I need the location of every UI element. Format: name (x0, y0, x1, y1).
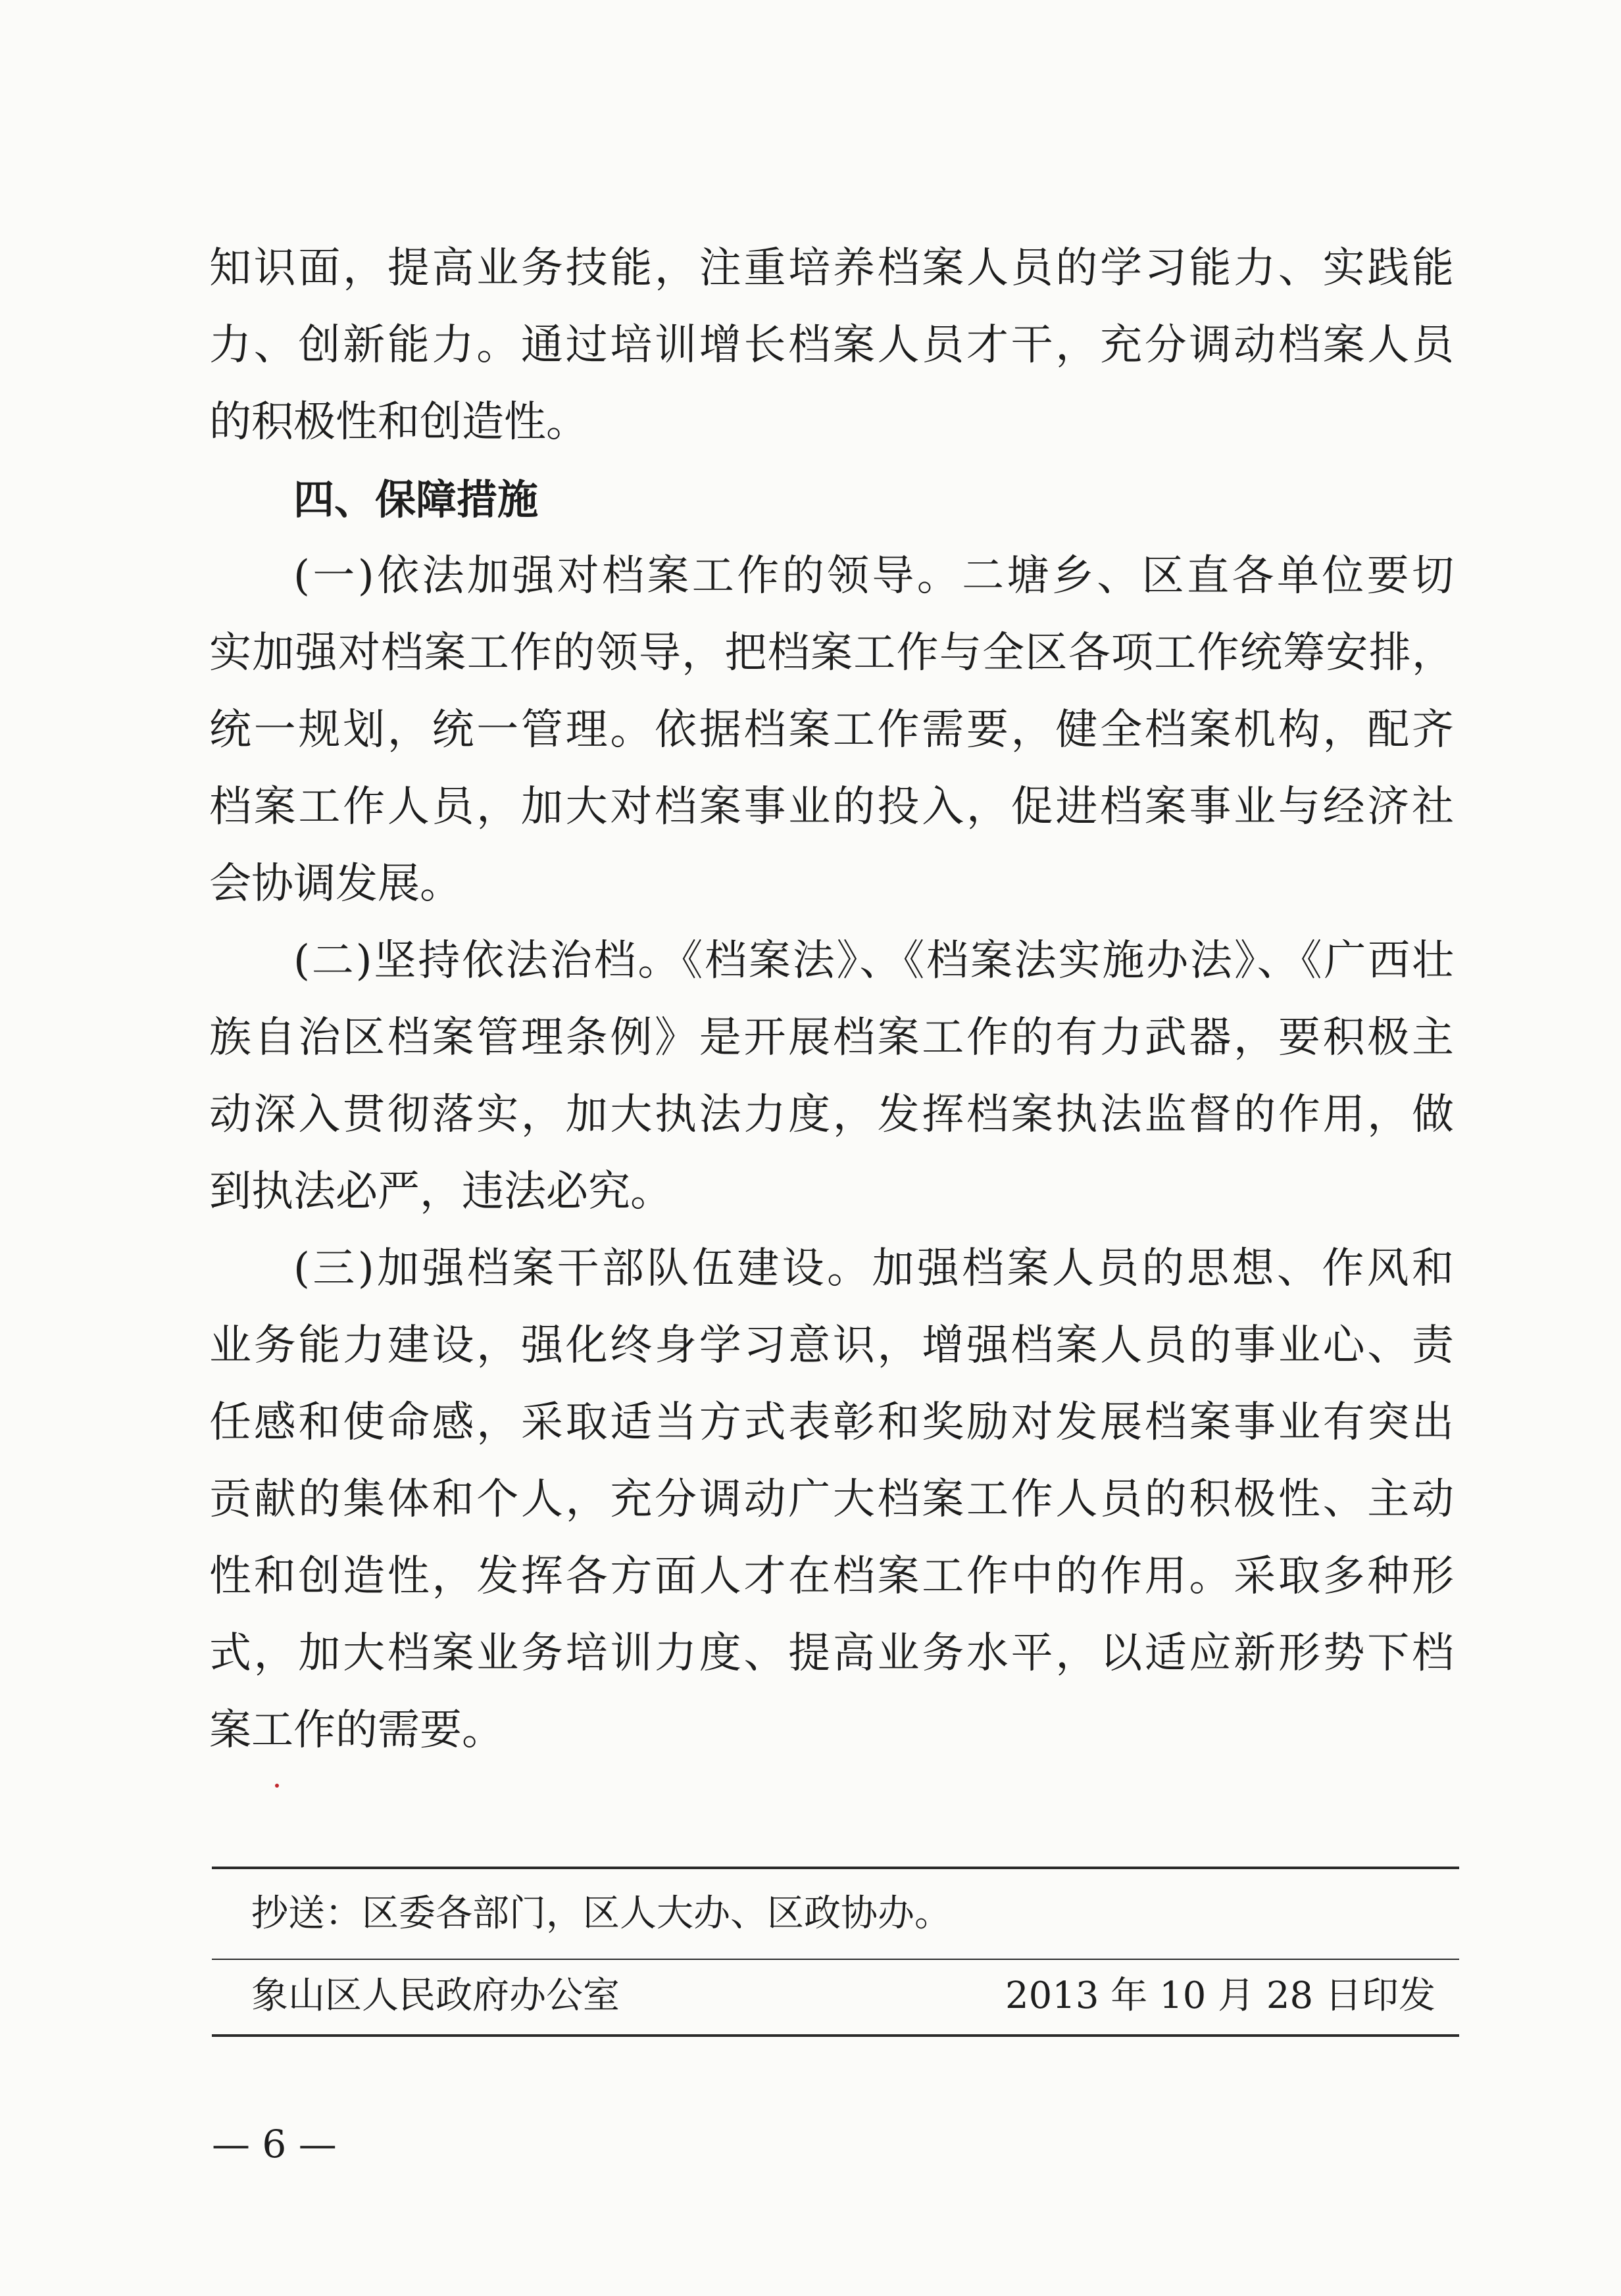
paragraph-line: 式，加大档案业务培训力度、提高业务水平，以适应新形势下档 (209, 1629, 1454, 1678)
document-body (209, 230, 1454, 1769)
paragraph-line: 案工作的需要。 (209, 1706, 504, 1755)
paragraph-line: 会协调发展。 (209, 860, 462, 908)
paragraph-line: 统一规划，统一管理。依据档案工作需要，健全档案机构，配齐 (209, 706, 1454, 754)
paragraph-line: 动深入贯彻落实，加大执法力度，发挥档案执法监督的作用，做 (209, 1090, 1454, 1139)
footer-top-rule (212, 1867, 1459, 1869)
paragraph-line: 力、创新能力。通过培训增长档案人员才干，充分调动档案人员 (209, 321, 1454, 370)
cc-text: 抄送：区委各部门，区人大办、区政协办。 (251, 1892, 951, 1935)
issuer-line (251, 1973, 1435, 2019)
paragraph-line: 档案工作人员，加大对档案事业的投入，促进档案事业与经济社 (209, 783, 1454, 831)
print-date: 2013 年 10 月 28 日印发 (1005, 1974, 1435, 2017)
footer-middle-rule (212, 1959, 1459, 1960)
paragraph-line: 业务能力建设，强化终身学习意识，增强档案人员的事业心、责 (209, 1321, 1454, 1370)
issuer-name: 象山区人民政府办公室 (251, 1974, 620, 2017)
paragraph-line: 到执法必严，违法必究。 (209, 1167, 672, 1216)
paragraph-line: 性和创造性，发挥各方面人才在档案工作中的作用。采取多种形 (209, 1552, 1454, 1601)
paragraph-line: 贡献的集体和个人，充分调动广大档案工作人员的积极性、主动 (209, 1475, 1454, 1524)
cc-line (251, 1891, 1435, 1937)
page-number: — 6 — (212, 2122, 337, 2166)
paragraph-line: (一)依法加强对档案工作的领导。二塘乡、区直各单位要切 (293, 552, 1454, 600)
paragraph-line: (二)坚持依法治档。《档案法》、《档案法实施办法》、《广西壮 (293, 937, 1454, 985)
paragraph-line: (三)加强档案干部队伍建设。加强档案人员的思想、作风和 (293, 1244, 1454, 1293)
paragraph-line: 的积极性和创造性。 (209, 398, 588, 447)
paragraph-line: 实加强对档案工作的领导，把档案工作与全区各项工作统筹安排， (209, 629, 1454, 677)
footer-bottom-rule (212, 2034, 1459, 2037)
section-heading: 四、保障措施 (293, 476, 539, 524)
paragraph-line: 任感和使命感，采取适当方式表彰和奖励对发展档案事业有突出 (209, 1398, 1454, 1447)
paragraph-line: 族自治区档案管理条例》是开展档案工作的有力武器，要积极主 (209, 1014, 1454, 1062)
paragraph-line: 知识面，提高业务技能，注重培养档案人员的学习能力、实践能 (209, 244, 1454, 293)
scan-speck (275, 1784, 279, 1788)
